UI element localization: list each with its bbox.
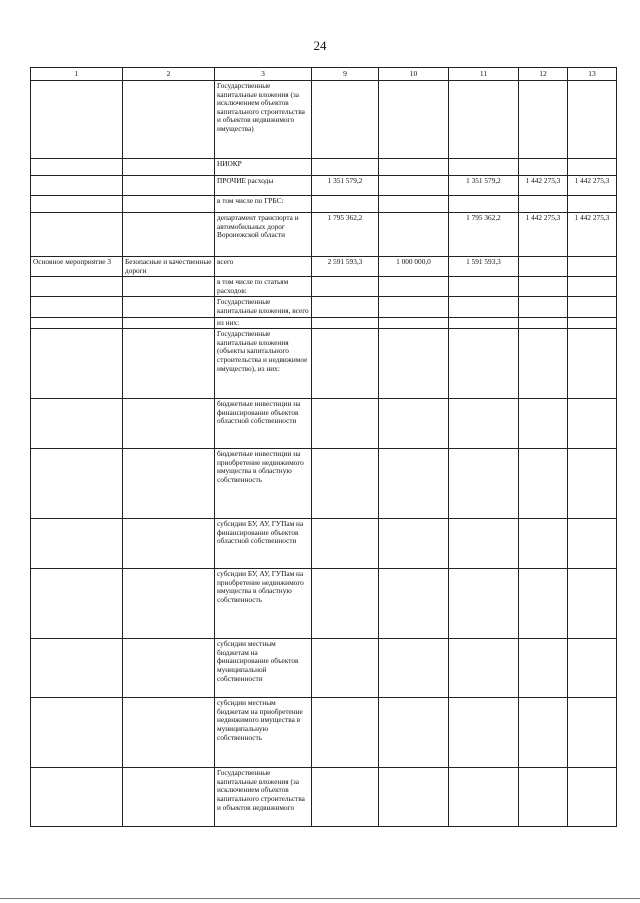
header-cell-col-10: 10: [379, 68, 449, 81]
cell-col-10: [379, 768, 449, 827]
table-header-row: [31, 68, 617, 81]
cell-col-13: [568, 399, 617, 449]
cell-col-3: бюджетные инвестиции на финансирование объектов областной собственности: [215, 399, 312, 449]
cell-col-9: [312, 81, 379, 159]
cell-col-9: [312, 639, 379, 698]
cell-col-9: [312, 277, 379, 297]
cell-col-12: [519, 519, 568, 569]
bottom-rule: [0, 898, 640, 899]
cell-col-12: [519, 297, 568, 317]
cell-col-2: [123, 176, 215, 196]
cell-col-9: [312, 569, 379, 639]
table-row: [31, 698, 617, 768]
cell-col-10: [379, 277, 449, 297]
cell-col-3: в том числе по статьям расходов:: [215, 277, 312, 297]
cell-col-13: 1 442 275,3: [568, 176, 617, 196]
cell-col-11: [449, 449, 519, 519]
cell-col-12: [519, 81, 568, 159]
cell-col-2: [123, 768, 215, 827]
cell-col-2: [123, 399, 215, 449]
cell-col-12: [519, 399, 568, 449]
cell-col-10: [379, 639, 449, 698]
table-row: [31, 569, 617, 639]
cell-col-3: субсидии местным бюджетам на приобретение недвижимого имущества в муниципальную собственность: [215, 698, 312, 768]
page-number: 24: [313, 38, 327, 53]
cell-col-3: Государственные капитальные вложения (за исключением объектов капитального строительства и объектов недвижимого имущества): [215, 81, 312, 159]
cell-col-1: [31, 196, 123, 213]
cell-col-3: в том числе по ГРБС:: [215, 196, 312, 213]
cell-col-11: [449, 519, 519, 569]
cell-col-12: [519, 449, 568, 519]
cell-col-3: субсидии БУ, АУ, ГУПам на приобретение недвижимого имущества в областную собственность: [215, 569, 312, 639]
cell-col-1: [31, 329, 123, 399]
cell-col-11: [449, 569, 519, 639]
cell-col-12: [519, 639, 568, 698]
cell-col-12: [519, 196, 568, 213]
table-row: [31, 81, 617, 159]
table-row: [31, 159, 617, 176]
cell-col-13: [568, 159, 617, 176]
cell-col-1: [31, 213, 123, 257]
cell-col-10: [379, 399, 449, 449]
cell-col-3: ПРОЧИЕ расходы: [215, 176, 312, 196]
cell-col-9: [312, 159, 379, 176]
cell-col-12: [519, 317, 568, 329]
table-row: [31, 768, 617, 827]
cell-col-1: [31, 176, 123, 196]
cell-col-1: [31, 519, 123, 569]
cell-col-13: [568, 569, 617, 639]
cell-col-9: [312, 768, 379, 827]
cell-col-11: [449, 399, 519, 449]
table-row: [31, 639, 617, 698]
cell-col-11: 1 351 579,2: [449, 176, 519, 196]
cell-col-1: Основное мероприятие 3: [31, 257, 123, 277]
cell-col-13: [568, 329, 617, 399]
cell-col-13: [568, 81, 617, 159]
cell-col-13: [568, 639, 617, 698]
cell-col-3: Государственные капитальные вложения (за исключением объектов капитального строительства и объектов недвижимого: [215, 768, 312, 827]
header-cell-col-2: 2: [123, 68, 215, 81]
cell-col-2: [123, 449, 215, 519]
cell-col-9: 1 351 579,2: [312, 176, 379, 196]
table-row: [31, 329, 617, 399]
table-row: [31, 277, 617, 297]
cell-col-9: [312, 297, 379, 317]
cell-col-2: [123, 213, 215, 257]
cell-col-2: [123, 569, 215, 639]
cell-col-10: [379, 569, 449, 639]
cell-col-11: [449, 317, 519, 329]
cell-col-3: бюджетные инвестиции на приобретение недвижимого имущества в областную собственность: [215, 449, 312, 519]
cell-col-13: [568, 297, 617, 317]
cell-col-12: [519, 768, 568, 827]
cell-col-11: [449, 277, 519, 297]
header-cell-col-1: 1: [31, 68, 123, 81]
cell-col-12: [519, 329, 568, 399]
cell-col-10: [379, 297, 449, 317]
cell-col-1: [31, 159, 123, 176]
cell-col-11: [449, 159, 519, 176]
cell-col-1: [31, 698, 123, 768]
cell-col-3: Государственные капитальные вложения (объекты капитального строительства и недвижимое имущество), из них:: [215, 329, 312, 399]
cell-col-10: [379, 449, 449, 519]
cell-col-10: [379, 159, 449, 176]
cell-col-10: [379, 81, 449, 159]
cell-col-3: НИОКР: [215, 159, 312, 176]
cell-col-9: [312, 698, 379, 768]
cell-col-1: [31, 277, 123, 297]
cell-col-10: 1 000 000,0: [379, 257, 449, 277]
cell-col-2: [123, 277, 215, 297]
cell-col-1: [31, 81, 123, 159]
cell-col-3: из них:: [215, 317, 312, 329]
cell-col-9: 2 591 593,3: [312, 257, 379, 277]
cell-col-10: [379, 329, 449, 399]
cell-col-1: [31, 449, 123, 519]
cell-col-9: [312, 399, 379, 449]
table-row: [31, 213, 617, 257]
cell-col-11: [449, 639, 519, 698]
budget-table: [30, 67, 617, 827]
cell-col-11: [449, 768, 519, 827]
header-cell-col-3: 3: [215, 68, 312, 81]
cell-col-11: [449, 698, 519, 768]
table-row: [31, 449, 617, 519]
cell-col-11: [449, 297, 519, 317]
table-row: [31, 399, 617, 449]
cell-col-9: [312, 196, 379, 213]
cell-col-2: [123, 519, 215, 569]
cell-col-11: [449, 329, 519, 399]
table-row: [31, 297, 617, 317]
cell-col-13: [568, 519, 617, 569]
cell-col-9: [312, 329, 379, 399]
table-row: [31, 257, 617, 277]
table-row: [31, 519, 617, 569]
header-cell-col-9: 9: [312, 68, 379, 81]
cell-col-2: [123, 639, 215, 698]
header-cell-col-12: 12: [519, 68, 568, 81]
cell-col-2: [123, 698, 215, 768]
table-row: [31, 176, 617, 196]
cell-col-1: [31, 399, 123, 449]
cell-col-1: [31, 569, 123, 639]
cell-col-13: 1 442 275,3: [568, 213, 617, 257]
cell-col-2: [123, 297, 215, 317]
cell-col-12: [519, 277, 568, 297]
cell-col-10: [379, 213, 449, 257]
cell-col-9: 1 795 362,2: [312, 213, 379, 257]
cell-col-13: [568, 698, 617, 768]
cell-col-10: [379, 176, 449, 196]
cell-col-12: [519, 569, 568, 639]
cell-col-10: [379, 317, 449, 329]
cell-col-1: [31, 768, 123, 827]
cell-col-3: департамент транспорта и автомобильных дорог Воронежской области: [215, 213, 312, 257]
cell-col-9: [312, 519, 379, 569]
cell-col-2: [123, 159, 215, 176]
cell-col-9: [312, 449, 379, 519]
cell-col-3: субсидии местным бюджетам на финансирование объектов муниципальной собственности: [215, 639, 312, 698]
cell-col-2: [123, 196, 215, 213]
cell-col-1: [31, 297, 123, 317]
table-row: [31, 196, 617, 213]
cell-col-13: [568, 768, 617, 827]
cell-col-12: [519, 257, 568, 277]
cell-col-2: [123, 81, 215, 159]
cell-col-9: [312, 317, 379, 329]
cell-col-2: Безопасные и качественные дороги: [123, 257, 215, 277]
cell-col-3: Государственные капитальные вложения, всего: [215, 297, 312, 317]
cell-col-10: [379, 196, 449, 213]
cell-col-11: [449, 196, 519, 213]
cell-col-13: [568, 449, 617, 519]
cell-col-12: [519, 698, 568, 768]
cell-col-12: 1 442 275,3: [519, 213, 568, 257]
cell-col-3: всего: [215, 257, 312, 277]
table-row: [31, 317, 617, 329]
cell-col-13: [568, 317, 617, 329]
cell-col-2: [123, 317, 215, 329]
cell-col-12: 1 442 275,3: [519, 176, 568, 196]
cell-col-3: субсидии БУ, АУ, ГУПам на финансирование объектов областной собственности: [215, 519, 312, 569]
cell-col-10: [379, 698, 449, 768]
cell-col-12: [519, 159, 568, 176]
cell-col-2: [123, 329, 215, 399]
cell-col-1: [31, 317, 123, 329]
header-cell-col-11: 11: [449, 68, 519, 81]
cell-col-10: [379, 519, 449, 569]
cell-col-11: 1 795 362,2: [449, 213, 519, 257]
cell-col-11: [449, 81, 519, 159]
cell-col-1: [31, 639, 123, 698]
cell-col-13: [568, 277, 617, 297]
cell-col-11: 1 591 593,3: [449, 257, 519, 277]
cell-col-13: [568, 257, 617, 277]
cell-col-13: [568, 196, 617, 213]
header-cell-col-13: 13: [568, 68, 617, 81]
